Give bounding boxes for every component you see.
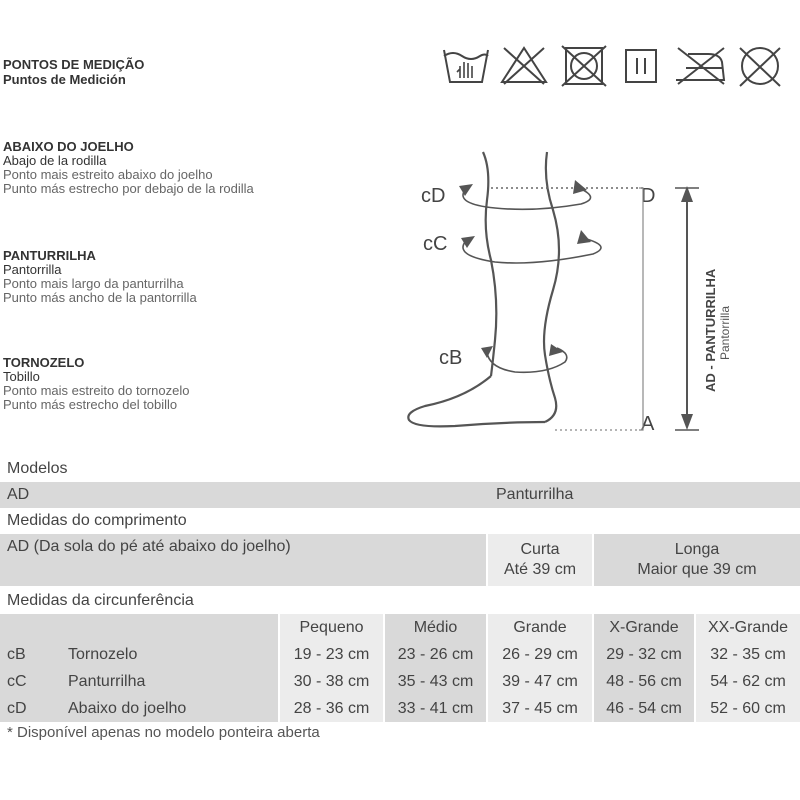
row-code: cC (7, 672, 27, 690)
no-dry-clean-icon (740, 48, 780, 86)
models-ad-row (0, 482, 800, 508)
calf-desc-es: Punto más ancho de la pantorrilla (3, 290, 197, 305)
below-knee-desc-es: Punto más estrecho por debajo de la rodilla (3, 181, 254, 196)
label-cc: cC (423, 233, 448, 255)
measurement-points-subtitle: Puntos de Medición (3, 72, 126, 87)
table-cell: 46 - 54 cm (606, 699, 682, 717)
length-short-value: Até 39 cm (503, 561, 577, 578)
circumference-table (0, 614, 800, 722)
calf-title-es: Pantorrilla (3, 262, 62, 277)
row-name: Abaixo do joelho (68, 699, 187, 717)
row-name: Panturrilha (68, 672, 146, 690)
leg-diagram (395, 140, 732, 440)
length-row-label: AD (Da sola do pé até abaixo do joelho) (7, 538, 291, 555)
size-header: Pequeno (299, 618, 364, 636)
models-ad-label: AD (7, 486, 30, 503)
ankle-desc-es: Punto más estrecho del tobillo (3, 397, 178, 412)
dry-flat-icon (626, 50, 656, 82)
care-icons (440, 42, 790, 92)
footnote: * Disponível apenas no modelo ponteira aberta (7, 724, 320, 741)
row-code: cB (7, 645, 26, 663)
label-cd: cD (421, 185, 446, 207)
ankle-desc-pt: Ponto mais estreito do tornozelo (3, 383, 190, 398)
table-cell: 39 - 47 cm (502, 672, 578, 690)
table-cell: 29 - 32 cm (606, 645, 682, 663)
axis-label: AD - PANTURRILHA (703, 268, 718, 392)
table-cell: 37 - 45 cm (502, 699, 578, 717)
ankle-title-es: Tobillo (3, 369, 40, 384)
row-name: Tornozelo (68, 645, 138, 663)
circumference-heading-row (0, 589, 800, 613)
table-cell: 30 - 38 cm (293, 672, 370, 690)
no-bleach-icon (502, 48, 546, 84)
table-cell: 32 - 35 cm (710, 645, 786, 663)
axis-sublabel: Pantorrilla (718, 305, 732, 360)
ankle-block (3, 355, 189, 412)
no-iron-icon (676, 48, 724, 84)
models-heading-row (0, 456, 800, 482)
table-cell: 52 - 60 cm (710, 699, 786, 717)
row-code: cD (7, 699, 27, 717)
measurement-points-title: PONTOS DE MEDIÇÃO (3, 57, 145, 72)
models-ad-value: Panturrilha (496, 486, 574, 503)
length-label-cell (0, 534, 486, 586)
below-knee-desc-pt: Ponto mais estreito abaixo do joelho (3, 167, 213, 182)
label-d: D (641, 185, 656, 207)
ad-bracket (639, 188, 643, 430)
length-long-cell (594, 534, 800, 586)
table-cell: 23 - 26 cm (397, 645, 474, 663)
label-a: A (641, 413, 655, 435)
length-long-title: Longa (674, 541, 720, 558)
length-short-cell (488, 534, 592, 586)
below-knee-block (3, 139, 254, 196)
size-header: XX-Grande (707, 618, 789, 636)
length-short-title: Curta (520, 541, 560, 558)
cd-circle (463, 188, 591, 209)
table-cell: 33 - 41 cm (397, 699, 474, 717)
below-knee-title-es: Abajo de la rodilla (3, 153, 107, 168)
table-cell: 19 - 23 cm (293, 645, 370, 663)
calf-title: PANTURRILHA (3, 248, 96, 263)
length-heading-row (0, 509, 800, 533)
no-tumble-dry-icon (562, 46, 606, 86)
length-heading: Medidas do comprimento (7, 512, 187, 529)
hand-wash-icon (444, 50, 488, 82)
calf-block (3, 248, 197, 305)
size-header: Grande (513, 618, 567, 636)
table-cell: 28 - 36 cm (293, 699, 370, 717)
table-cell: 48 - 56 cm (606, 672, 682, 690)
below-knee-title: ABAIXO DO JOELHO (3, 139, 134, 154)
size-header: X-Grande (609, 618, 679, 636)
ankle-title: TORNOZELO (3, 355, 85, 370)
table-cell: 26 - 29 cm (502, 645, 578, 663)
length-long-value: Maior que 39 cm (637, 561, 757, 578)
table-cell: 35 - 43 cm (397, 672, 474, 690)
size-header: Médio (413, 618, 458, 636)
label-cb: cB (439, 347, 463, 369)
models-heading: Modelos (7, 460, 68, 477)
measurement-points-header (3, 57, 144, 87)
table-cell: 54 - 62 cm (710, 672, 786, 690)
calf-desc-pt: Ponto mais largo da panturrilha (3, 276, 184, 291)
circumference-heading: Medidas da circunferência (7, 592, 194, 609)
